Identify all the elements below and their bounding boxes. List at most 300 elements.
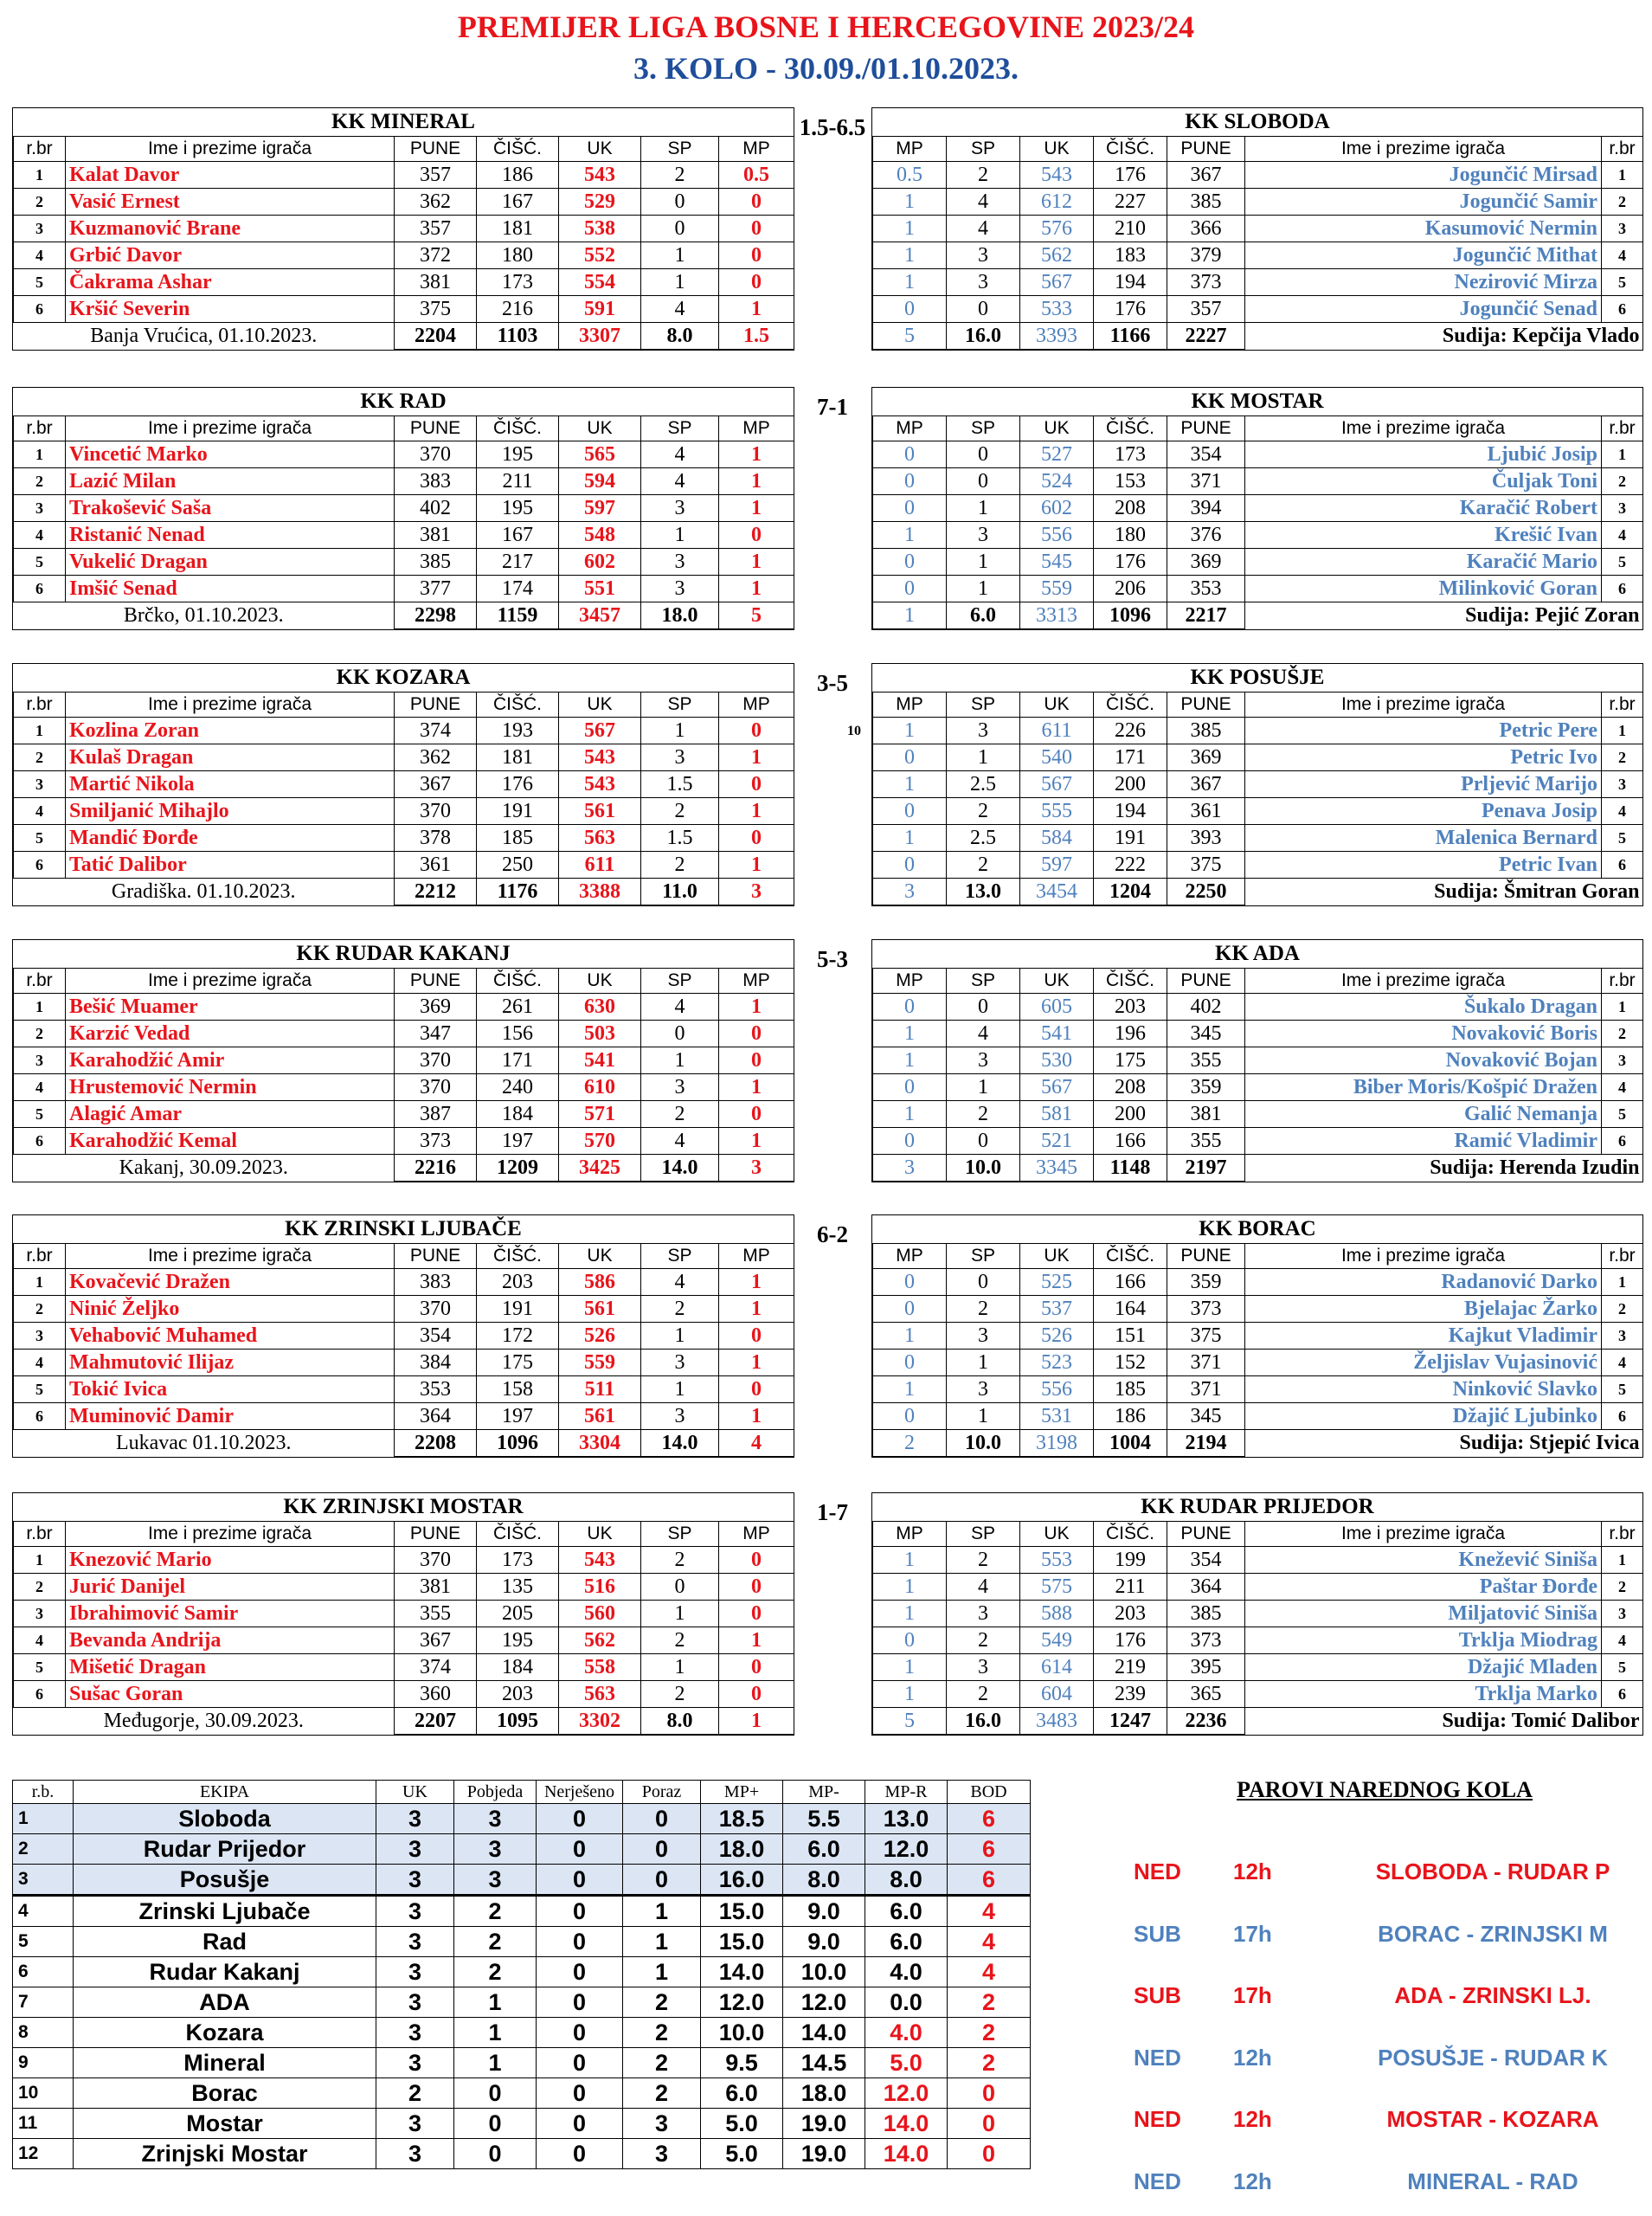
standings-cell: 12.0: [701, 1987, 783, 2018]
column-header: UK: [1020, 416, 1094, 441]
player-stat: 176: [477, 771, 559, 798]
home-player-row: [14, 1547, 794, 1574]
fixture-pair: SLOBODA - RUDAR P: [1375, 1858, 1610, 1884]
column-header: SP: [641, 969, 719, 994]
home-player-row: [14, 549, 794, 576]
standings-cell: 18.0: [701, 1834, 783, 1865]
player-stat: 0: [873, 1128, 947, 1155]
team-total: 16.0: [947, 1708, 1020, 1735]
away-column-header-row: [873, 969, 1643, 994]
player-stat: 4: [1602, 522, 1643, 549]
player-stat: 1: [719, 994, 794, 1021]
player-stat: 2: [1602, 1021, 1643, 1047]
player-stat: 379: [1167, 242, 1245, 269]
standings-cell: 6: [948, 1865, 1031, 1896]
player-stat: 562: [559, 1627, 641, 1654]
match-score: 1.5-6.5: [799, 114, 866, 140]
player-stat: 1: [947, 549, 1020, 576]
player-stat: 184: [477, 1101, 559, 1128]
standings-cell: 14.0: [783, 2018, 865, 2048]
home-team-panel: [12, 107, 794, 351]
column-header: UK: [1020, 969, 1094, 994]
fixture-pair: MOSTAR - KOZARA: [1386, 2106, 1599, 2132]
player-stat: 4: [947, 1574, 1020, 1601]
player-stat: 1: [14, 441, 66, 468]
team-total: 2216: [395, 1155, 477, 1182]
player-stat: 0: [719, 242, 794, 269]
player-name: Kuzmanović Brane: [66, 216, 395, 242]
player-stat: 166: [1094, 1128, 1167, 1155]
column-header: MP: [719, 137, 794, 162]
player-stat: 191: [1094, 825, 1167, 852]
player-stat: 3: [947, 1323, 1020, 1350]
fixture-time: 12h: [1233, 2045, 1272, 2071]
team-total: 3454: [1020, 879, 1094, 905]
player-stat: 384: [395, 1350, 477, 1376]
home-team-panel: [12, 1492, 794, 1736]
column-header: SP: [947, 692, 1020, 718]
player-stat: 371: [1167, 1376, 1245, 1403]
player-stat: 541: [559, 1047, 641, 1074]
player-stat: 5: [14, 1654, 66, 1681]
standings-cell: 4: [13, 1896, 74, 1927]
player-stat: 3: [947, 242, 1020, 269]
home-player-row: [14, 1047, 794, 1074]
player-stat: 0: [873, 744, 947, 771]
player-name: Ninković Slavko: [1245, 1376, 1602, 1403]
player-stat: 3: [641, 549, 719, 576]
player-name: Krešić Ivan: [1245, 522, 1602, 549]
home-player-row: [14, 1350, 794, 1376]
player-stat: 591: [559, 296, 641, 323]
player-stat: 2: [14, 468, 66, 495]
player-stat: 0: [873, 1074, 947, 1101]
player-stat: 521: [1020, 1128, 1094, 1155]
team-total: 2: [873, 1430, 947, 1457]
player-name: Kalat Davor: [66, 162, 395, 189]
player-stat: 176: [1094, 296, 1167, 323]
player-stat: 181: [477, 216, 559, 242]
fixture-pair: MINERAL - RAD: [1407, 2168, 1578, 2194]
player-stat: 362: [395, 744, 477, 771]
column-header: UK: [559, 137, 641, 162]
player-stat: 135: [477, 1574, 559, 1601]
player-stat: 173: [477, 269, 559, 296]
player-stat: 373: [1167, 1296, 1245, 1323]
standings-cell: 3: [376, 2018, 454, 2048]
player-stat: 193: [477, 718, 559, 744]
column-header: Ime i prezime igrača: [1245, 1522, 1602, 1547]
player-stat: 1: [14, 1269, 66, 1296]
player-name: Petric Pere: [1245, 718, 1602, 744]
page-title: PREMIJER LIGA BOSNE I HERCEGOVINE 2023/24: [457, 10, 1195, 44]
column-header: PUNE: [1167, 969, 1245, 994]
standings-cell: 0.0: [865, 1987, 948, 2018]
player-stat: 3: [947, 1376, 1020, 1403]
home-team-name: KK RAD: [360, 390, 447, 413]
column-header: UK: [1020, 1244, 1094, 1269]
standings-cell: 4.0: [865, 2018, 948, 2048]
column-header: MP: [719, 416, 794, 441]
team-total: 14.0: [641, 1430, 719, 1457]
home-team-name: KK KOZARA: [336, 666, 471, 689]
column-header: MP: [873, 969, 947, 994]
player-stat: 211: [477, 468, 559, 495]
standings-cell: 2: [623, 2018, 701, 2048]
player-stat: 551: [559, 576, 641, 602]
player-stat: 4: [641, 994, 719, 1021]
away-total-row: [873, 1708, 1643, 1735]
column-header: MP: [719, 969, 794, 994]
player-stat: 3: [641, 1350, 719, 1376]
player-stat: 374: [395, 718, 477, 744]
player-stat: 166: [1094, 1269, 1167, 1296]
player-stat: 362: [395, 189, 477, 216]
standings-cell: 18.5: [701, 1804, 783, 1834]
column-header: ČIŠĆ.: [1094, 1244, 1167, 1269]
player-stat: 4: [947, 189, 1020, 216]
player-name: Kozlina Zoran: [66, 718, 395, 744]
player-stat: 194: [1094, 798, 1167, 825]
player-stat: 240: [477, 1074, 559, 1101]
player-stat: 1: [873, 1681, 947, 1708]
player-stat: 393: [1167, 825, 1245, 852]
standings-cell: 2: [623, 1987, 701, 2018]
player-stat: 2: [1602, 1296, 1643, 1323]
away-team-name: KK RUDAR PRIJEDOR: [1141, 1495, 1374, 1518]
home-column-header-row: [14, 969, 794, 994]
column-header: SP: [641, 1244, 719, 1269]
player-stat: 6: [1602, 1128, 1643, 1155]
player-stat: 567: [1020, 1074, 1094, 1101]
player-stat: 369: [1167, 744, 1245, 771]
home-total-row: [14, 1430, 794, 1457]
player-stat: 581: [1020, 1101, 1094, 1128]
player-stat: 594: [559, 468, 641, 495]
player-name: Karahodžić Amir: [66, 1047, 395, 1074]
away-team-panel: [871, 1214, 1643, 1458]
home-player-row: [14, 1681, 794, 1708]
standings-cell: 0: [537, 1834, 623, 1865]
fixture-day: SUB: [1134, 1982, 1181, 2008]
home-team-name: KK ZRINJSKI MOSTAR: [283, 1495, 524, 1518]
player-stat: 0: [873, 852, 947, 879]
away-player-row: [873, 1269, 1643, 1296]
player-stat: 239: [1094, 1681, 1167, 1708]
player-stat: 394: [1167, 495, 1245, 522]
home-team-panel: [12, 387, 794, 630]
standings-cell: 0: [537, 1804, 623, 1834]
player-stat: 2: [947, 1547, 1020, 1574]
match-score: 7-1: [817, 394, 848, 420]
standings-cell: 15.0: [701, 1927, 783, 1957]
player-name: Miljatović Siniša: [1245, 1601, 1602, 1627]
column-header: ČIŠĆ.: [477, 1522, 559, 1547]
player-stat: 205: [477, 1601, 559, 1627]
home-team-name: KK ZRINSKI LJUBAČE: [285, 1217, 522, 1240]
team-total: 2197: [1167, 1155, 1245, 1182]
player-stat: 530: [1020, 1047, 1094, 1074]
player-stat: 365: [1167, 1681, 1245, 1708]
player-stat: 6: [14, 296, 66, 323]
player-stat: 543: [559, 162, 641, 189]
player-stat: 0: [873, 1296, 947, 1323]
player-stat: 200: [1094, 771, 1167, 798]
standings-cell: 18.0: [783, 2078, 865, 2109]
player-stat: 357: [395, 162, 477, 189]
player-name: Jogunčić Samir: [1245, 189, 1602, 216]
player-stat: 357: [395, 216, 477, 242]
home-player-row: [14, 994, 794, 1021]
player-stat: 4: [14, 242, 66, 269]
player-stat: 197: [477, 1128, 559, 1155]
player-stat: 2: [947, 798, 1020, 825]
column-header: MP: [719, 692, 794, 718]
fixture-time: 12h: [1233, 2168, 1272, 2194]
player-stat: 6: [1602, 296, 1643, 323]
away-team-panel: [871, 387, 1643, 630]
player-stat: 0: [719, 1021, 794, 1047]
home-total-row: [14, 1708, 794, 1735]
player-stat: 5: [14, 269, 66, 296]
player-stat: 1: [719, 495, 794, 522]
standings-cell: 3: [376, 2109, 454, 2139]
player-name: Milinković Goran: [1245, 576, 1602, 602]
away-player-row: [873, 162, 1643, 189]
team-name: Mineral: [74, 2048, 376, 2078]
player-stat: 1: [719, 1128, 794, 1155]
standings-cell: 2: [454, 1896, 537, 1927]
player-stat: 1: [873, 216, 947, 242]
standings-cell: 1: [13, 1804, 74, 1834]
away-total-row: [873, 602, 1643, 629]
player-stat: 0: [947, 441, 1020, 468]
column-header: UK: [559, 1244, 641, 1269]
column-header: ČIŠĆ.: [477, 1244, 559, 1269]
player-name: Sušac Goran: [66, 1681, 395, 1708]
home-column-header-row: [14, 416, 794, 441]
player-stat: 1.5: [641, 771, 719, 798]
player-stat: 4: [14, 1627, 66, 1654]
standings-row: [13, 2139, 1031, 2169]
player-stat: 588: [1020, 1601, 1094, 1627]
fixture-pair: POSUŠJE - RUDAR K: [1378, 2045, 1608, 2071]
team-total: 1: [719, 1708, 794, 1735]
standings-cell: 0: [454, 2078, 537, 2109]
player-stat: 1: [719, 1269, 794, 1296]
player-stat: 355: [395, 1601, 477, 1627]
home-player-row: [14, 522, 794, 549]
home-player-row: [14, 1574, 794, 1601]
player-stat: 2: [947, 1101, 1020, 1128]
player-name: Karačić Mario: [1245, 549, 1602, 576]
player-stat: 195: [477, 441, 559, 468]
standings-cell: 1: [454, 1987, 537, 2018]
next-round-fixture: [1116, 1858, 1636, 1893]
player-stat: 1: [947, 744, 1020, 771]
standings-cell: 4: [948, 1896, 1031, 1927]
next-round-fixture: [1116, 1982, 1636, 2017]
standings-cell: 0: [537, 2139, 623, 2169]
column-header: PUNE: [395, 1244, 477, 1269]
player-name: Knezović Mario: [66, 1547, 395, 1574]
player-stat: 6: [1602, 1403, 1643, 1430]
away-player-row: [873, 296, 1643, 323]
player-stat: 3: [641, 576, 719, 602]
team-total: 1148: [1094, 1155, 1167, 1182]
home-player-row: [14, 825, 794, 852]
player-stat: 6: [1602, 852, 1643, 879]
player-name: Galić Nemanja: [1245, 1101, 1602, 1128]
player-stat: 2: [947, 1681, 1020, 1708]
player-name: Ramić Vladimir: [1245, 1128, 1602, 1155]
player-stat: 1: [719, 468, 794, 495]
player-stat: 533: [1020, 296, 1094, 323]
standings-row: [13, 1834, 1031, 1865]
player-name: Vukelić Dragan: [66, 549, 395, 576]
player-name: Bešić Muamer: [66, 994, 395, 1021]
standings-cell: 2: [623, 2078, 701, 2109]
player-stat: 367: [395, 771, 477, 798]
away-player-row: [873, 1128, 1643, 1155]
home-player-table: [13, 416, 794, 629]
team-name: Posušje: [74, 1865, 376, 1896]
team-total: 3: [719, 1155, 794, 1182]
standings-cell: 2: [454, 1927, 537, 1957]
player-stat: 3: [1602, 771, 1643, 798]
player-stat: 2: [641, 162, 719, 189]
player-stat: 531: [1020, 1403, 1094, 1430]
player-stat: 2: [641, 1681, 719, 1708]
player-stat: 0: [873, 1269, 947, 1296]
player-name: Džajić Ljubinko: [1245, 1403, 1602, 1430]
standings-column-header: MP+: [701, 1781, 783, 1804]
team-total: 1166: [1094, 323, 1167, 350]
player-stat: 3: [947, 1601, 1020, 1627]
player-stat: 3: [641, 744, 719, 771]
player-stat: 167: [477, 522, 559, 549]
player-stat: 597: [559, 495, 641, 522]
player-stat: 0: [719, 1376, 794, 1403]
standings-column-header: r.b.: [13, 1781, 74, 1804]
player-stat: 370: [395, 1547, 477, 1574]
home-player-row: [14, 852, 794, 879]
player-stat: 4: [641, 468, 719, 495]
away-player-row: [873, 1627, 1643, 1654]
player-stat: 372: [395, 242, 477, 269]
player-stat: 377: [395, 576, 477, 602]
player-stat: 373: [1167, 1627, 1245, 1654]
player-stat: 1: [873, 522, 947, 549]
player-stat: 2: [641, 852, 719, 879]
fixture-time: 17h: [1233, 1982, 1272, 2008]
player-stat: 176: [1094, 162, 1167, 189]
player-stat: 1: [873, 825, 947, 852]
player-name: Lazić Milan: [66, 468, 395, 495]
player-stat: 1: [873, 1654, 947, 1681]
player-name: Čuljak Toni: [1245, 468, 1602, 495]
standings-cell: 0: [537, 1865, 623, 1896]
column-header: r.br: [1602, 1522, 1643, 1547]
player-stat: 1: [719, 1627, 794, 1654]
player-stat: 6: [14, 576, 66, 602]
player-stat: 354: [1167, 441, 1245, 468]
standings-cell: 6.0: [865, 1896, 948, 1927]
player-name: Mahmutović Ilijaz: [66, 1350, 395, 1376]
player-name: Paštar Đorđe: [1245, 1574, 1602, 1601]
home-total-row: [14, 879, 794, 905]
team-total: 1209: [477, 1155, 559, 1182]
player-stat: 563: [559, 1681, 641, 1708]
team-name: Rudar Kakanj: [74, 1957, 376, 1987]
home-player-row: [14, 162, 794, 189]
team-total: 1096: [1094, 602, 1167, 629]
player-stat: 167: [477, 189, 559, 216]
away-player-table: [872, 1243, 1643, 1457]
away-player-row: [873, 1654, 1643, 1681]
away-player-row: [873, 1021, 1643, 1047]
player-stat: 571: [559, 1101, 641, 1128]
player-stat: 4: [14, 1074, 66, 1101]
column-header: r.br: [1602, 969, 1643, 994]
player-stat: 3: [947, 1047, 1020, 1074]
match-referee: Sudija: Šmitran Goran: [1245, 879, 1643, 905]
away-team-name: KK POSUŠJE: [1190, 666, 1325, 689]
player-stat: 357: [1167, 296, 1245, 323]
standings-cell: 3: [376, 1987, 454, 2018]
standings-cell: 3: [454, 1865, 537, 1896]
player-stat: 1: [873, 1547, 947, 1574]
player-stat: 359: [1167, 1074, 1245, 1101]
player-stat: 3: [641, 495, 719, 522]
player-stat: 6: [1602, 1681, 1643, 1708]
team-name: Borac: [74, 2078, 376, 2109]
player-stat: 345: [1167, 1403, 1245, 1430]
team-total: 8.0: [641, 323, 719, 350]
team-total: 14.0: [641, 1155, 719, 1182]
column-header: SP: [641, 137, 719, 162]
standings-cell: 2: [948, 2048, 1031, 2078]
standings-row: [13, 2018, 1031, 2048]
player-stat: 567: [1020, 771, 1094, 798]
player-stat: 1: [873, 1601, 947, 1627]
column-header: ČIŠĆ.: [477, 969, 559, 994]
team-total: 2194: [1167, 1430, 1245, 1457]
standings-cell: 0: [948, 2109, 1031, 2139]
column-header: PUNE: [1167, 416, 1245, 441]
standings-cell: 5.0: [865, 2048, 948, 2078]
standings-cell: 0: [537, 2109, 623, 2139]
column-header: UK: [1020, 692, 1094, 718]
player-name: Smiljanić Mihajlo: [66, 798, 395, 825]
player-stat: 0: [873, 549, 947, 576]
player-stat: 3: [1602, 216, 1643, 242]
standings-cell: 2: [623, 2048, 701, 2078]
player-stat: 353: [395, 1376, 477, 1403]
home-player-row: [14, 744, 794, 771]
home-player-row: [14, 1074, 794, 1101]
player-stat: 227: [1094, 189, 1167, 216]
player-stat: 385: [1167, 189, 1245, 216]
home-player-row: [14, 1376, 794, 1403]
team-total: 1103: [477, 323, 559, 350]
player-stat: 575: [1020, 1574, 1094, 1601]
home-player-row: [14, 1101, 794, 1128]
home-player-row: [14, 1403, 794, 1430]
player-stat: 523: [1020, 1350, 1094, 1376]
player-stat: 558: [559, 1654, 641, 1681]
column-header: ČIŠĆ.: [1094, 137, 1167, 162]
